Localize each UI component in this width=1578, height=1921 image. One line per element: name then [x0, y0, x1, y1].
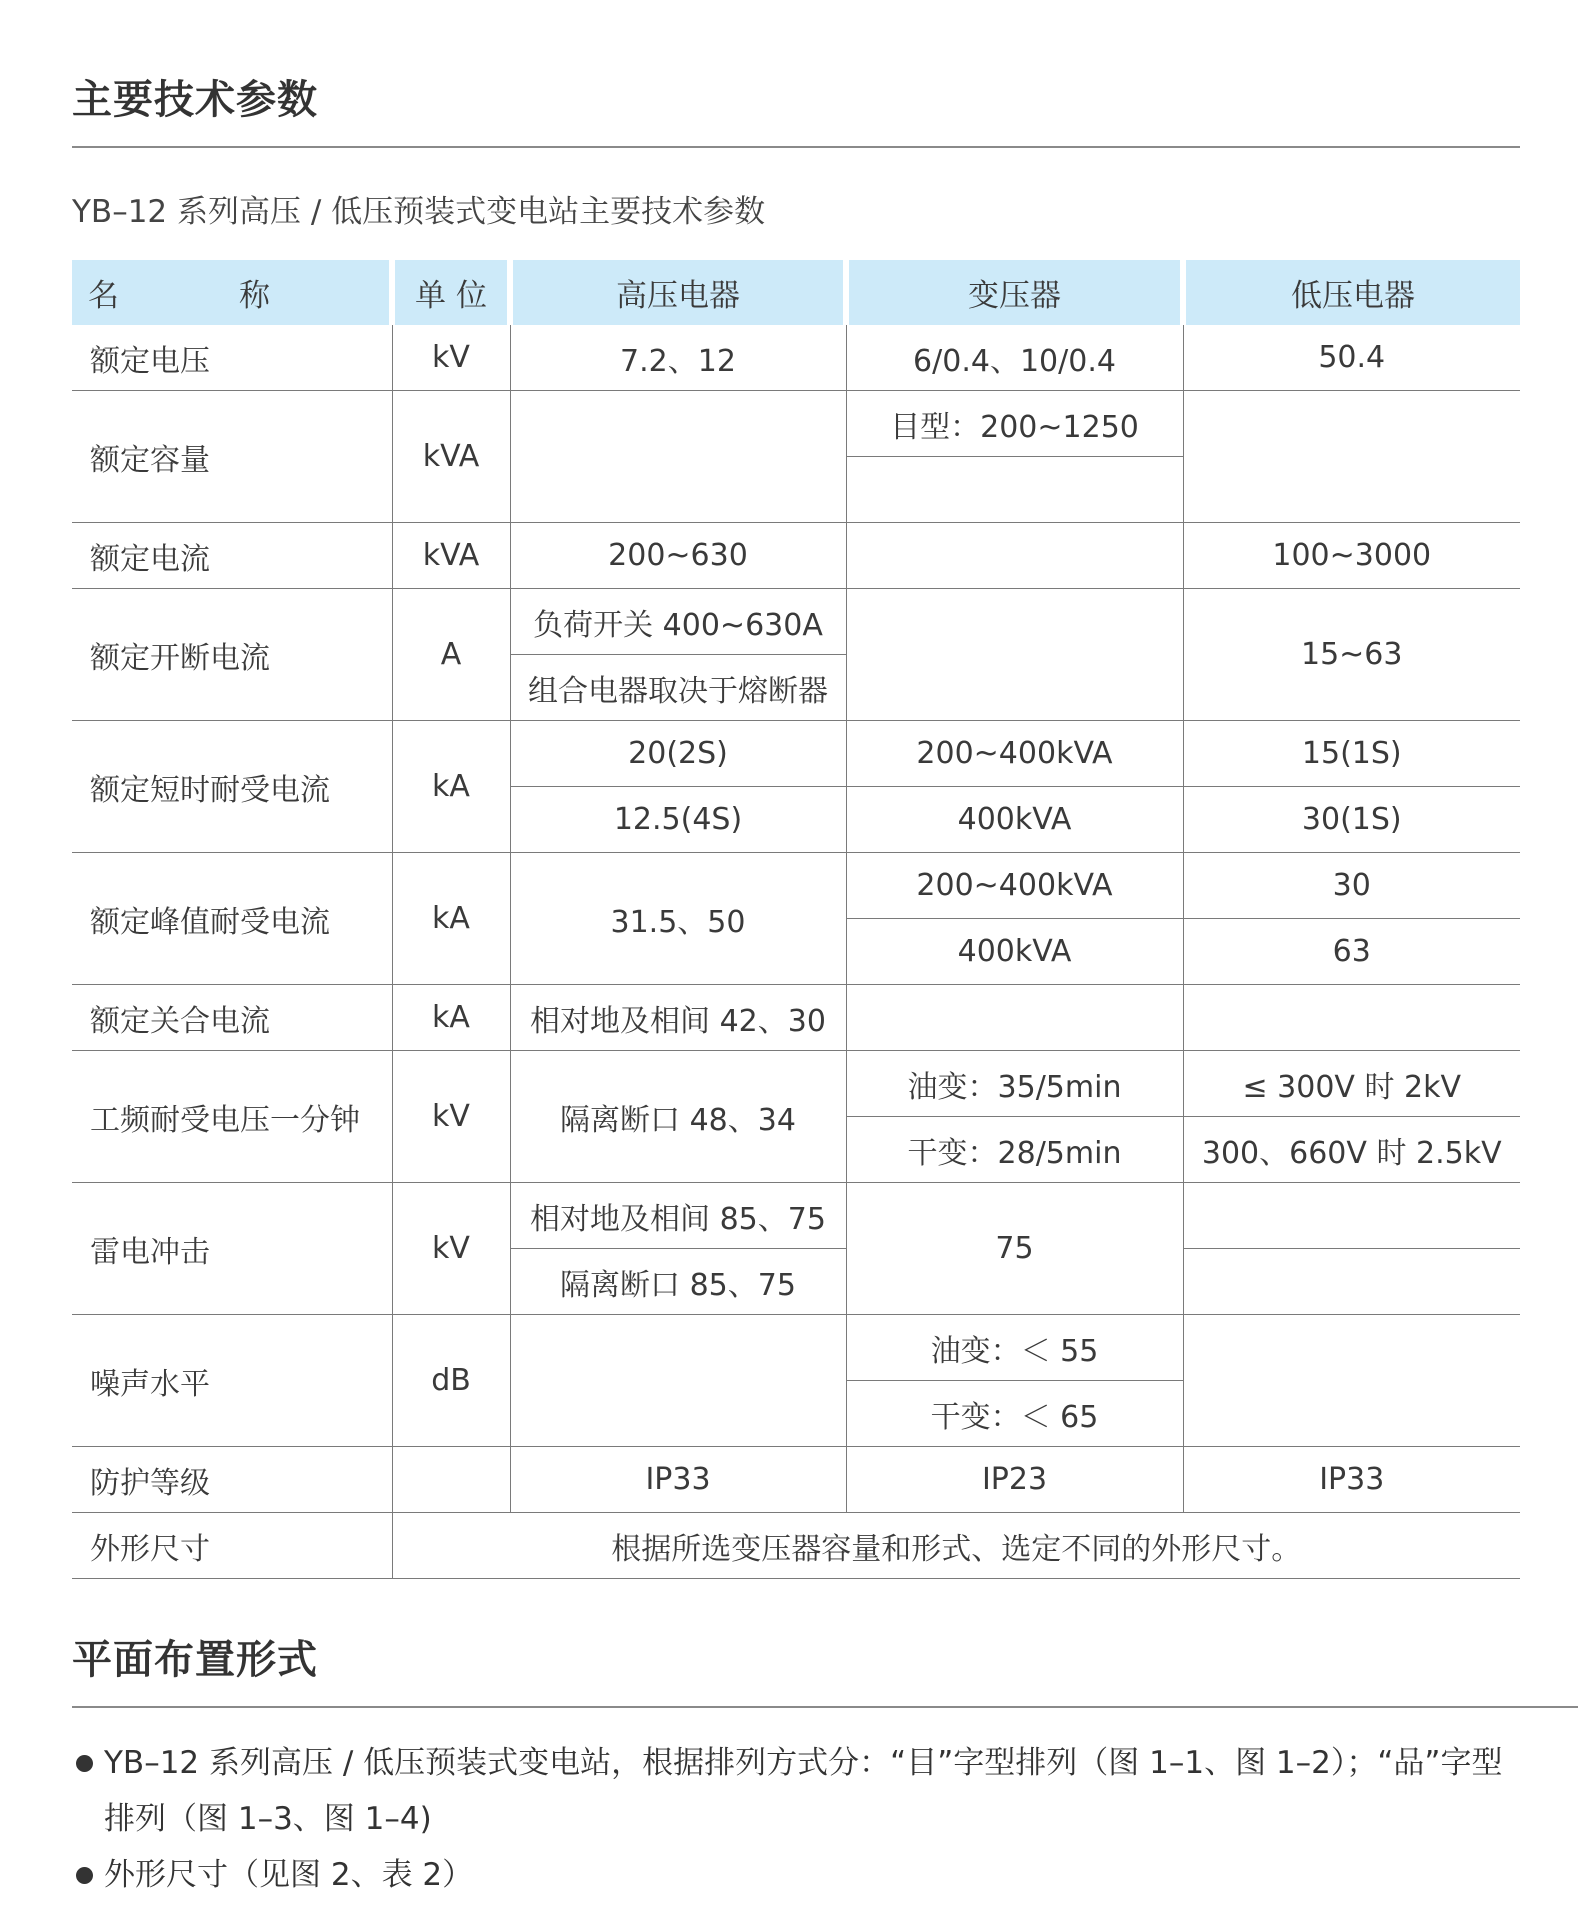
param-name-cell: 防护等级: [72, 1447, 392, 1513]
hv-value-cell: 12.5(4S): [510, 787, 846, 853]
transformer-value-cell: 400kVA: [846, 919, 1183, 985]
transformer-value-cell: [846, 457, 1183, 523]
param-name-cell: 额定关合电流: [72, 985, 392, 1051]
lv-value-cell: IP33: [1183, 1447, 1520, 1513]
table-row: [72, 721, 1520, 787]
unit-cell: kV: [392, 325, 510, 391]
transformer-value-cell: 6/0.4、10/0.4: [846, 325, 1183, 391]
param-name-cell: 额定电流: [72, 523, 392, 589]
transformer-value-cell: 75: [846, 1183, 1183, 1315]
transformer-value-cell: 干变：＜ 65: [846, 1381, 1183, 1447]
table-row: [72, 1513, 1520, 1579]
hv-value-cell: 31.5、50: [510, 853, 846, 985]
hv-value-cell: [510, 1315, 846, 1447]
transformer-value-cell: [846, 985, 1183, 1051]
table-row: [72, 853, 1520, 919]
table-row: [72, 325, 1520, 391]
transformer-value-cell: 200~400kVA: [846, 721, 1183, 787]
header-transformer: 变压器: [846, 260, 1183, 325]
table-header-row: [72, 260, 1520, 325]
unit-cell: kVA: [392, 391, 510, 523]
lv-value-cell: 300、660V 时 2.5kV: [1183, 1117, 1520, 1183]
header-name: 名 称: [72, 260, 392, 325]
section-title-layout: 平面布置形式: [72, 1637, 318, 1683]
unit-cell: kA: [392, 853, 510, 985]
lv-value-cell: [1183, 1249, 1520, 1315]
transformer-value-cell: IP23: [846, 1447, 1183, 1513]
param-name-cell: 工频耐受电压一分钟: [72, 1051, 392, 1183]
unit-cell: kA: [392, 985, 510, 1051]
hv-value-cell: 7.2、12: [510, 325, 846, 391]
hv-value-cell: 20(2S): [510, 721, 846, 787]
transformer-value-cell: 400kVA: [846, 787, 1183, 853]
lv-value-cell: 30: [1183, 853, 1520, 919]
table-row: [72, 1051, 1520, 1117]
note-item: [72, 1735, 1532, 1847]
note-item: [72, 1847, 1532, 1903]
table-row: [72, 589, 1520, 655]
hv-value-cell: 相对地及相间 85、75: [510, 1183, 846, 1249]
lv-value-cell: 63: [1183, 919, 1520, 985]
hv-value-cell: IP33: [510, 1447, 846, 1513]
unit-cell: [392, 1447, 510, 1513]
transformer-value-cell: 目型：200~1250: [846, 391, 1183, 457]
transformer-value-cell: 油变：＜ 55: [846, 1315, 1183, 1381]
hv-value-cell: 负荷开关 400~630A: [510, 589, 846, 655]
table-caption: YB–12 系列高压 / 低压预装式变电站主要技术参数: [72, 194, 766, 230]
param-name-cell: 额定开断电流: [72, 589, 392, 721]
section-title-specs: 主要技术参数: [72, 77, 318, 123]
table-row: [72, 391, 1520, 457]
table-row: [72, 1315, 1520, 1381]
param-name-cell: 雷电冲击: [72, 1183, 392, 1315]
layout-notes: [72, 1735, 1532, 1903]
param-name-cell: 噪声水平: [72, 1315, 392, 1447]
header-lv-equipment: 低压电器: [1183, 260, 1520, 325]
unit-cell: kV: [392, 1183, 510, 1315]
table-row: [72, 985, 1520, 1051]
lv-value-cell: [1183, 1183, 1520, 1249]
hv-value-cell: 相对地及相间 42、30: [510, 985, 846, 1051]
note-text: YB–12 系列高压 / 低压预装式变电站，根据排列方式分：“目”字型排列（图 1–1、图 1–2）；“品”字型排列（图 1–3、图 1–4): [104, 1745, 1503, 1837]
table-row: [72, 1183, 1520, 1249]
param-name-cell: 额定容量: [72, 391, 392, 523]
spec-table: [72, 260, 1520, 1579]
lv-value-cell: 30(1S): [1183, 787, 1520, 853]
hv-value-cell: 隔离断口 85、75: [510, 1249, 846, 1315]
transformer-value-cell: [846, 589, 1183, 721]
unit-cell: kVA: [392, 523, 510, 589]
section-divider-2: [72, 1706, 1578, 1708]
lv-value-cell: [1183, 985, 1520, 1051]
param-name-cell: 额定短时耐受电流: [72, 721, 392, 853]
param-name-cell: 额定电压: [72, 325, 392, 391]
param-name-cell: 额定峰值耐受电流: [72, 853, 392, 985]
lv-value-cell: ≤ 300V 时 2kV: [1183, 1051, 1520, 1117]
section-divider: [72, 146, 1520, 148]
hv-value-cell: 隔离断口 48、34: [510, 1051, 846, 1183]
note-text: 外形尺寸（见图 2、表 2）: [104, 1857, 474, 1893]
header-hv-equipment: 高压电器: [510, 260, 846, 325]
bullet-icon: [76, 1867, 93, 1884]
transformer-value-cell: 油变：35/5min: [846, 1051, 1183, 1117]
transformer-value-cell: 200~400kVA: [846, 853, 1183, 919]
lv-value-cell: 15~63: [1183, 589, 1520, 721]
unit-cell: kV: [392, 1051, 510, 1183]
unit-cell: kA: [392, 721, 510, 853]
param-name-cell: 外形尺寸: [72, 1513, 392, 1579]
lv-value-cell: [1183, 391, 1520, 523]
transformer-value-cell: 干变：28/5min: [846, 1117, 1183, 1183]
bullet-icon: [76, 1755, 93, 1772]
hv-value-cell: [510, 391, 846, 523]
unit-cell: dB: [392, 1315, 510, 1447]
lv-value-cell: 50.4: [1183, 325, 1520, 391]
table-row: [72, 1447, 1520, 1513]
lv-value-cell: [1183, 1315, 1520, 1447]
unit-cell: A: [392, 589, 510, 721]
table-row: [72, 523, 1520, 589]
hv-value-cell: 组合电器取决于熔断器: [510, 655, 846, 721]
dimension-value-cell: 根据所选变压器容量和形式、选定不同的外形尺寸。: [392, 1513, 1520, 1579]
lv-value-cell: 15(1S): [1183, 721, 1520, 787]
hv-value-cell: 200~630: [510, 523, 846, 589]
header-unit: 单 位: [392, 260, 510, 325]
lv-value-cell: 100~3000: [1183, 523, 1520, 589]
transformer-value-cell: [846, 523, 1183, 589]
